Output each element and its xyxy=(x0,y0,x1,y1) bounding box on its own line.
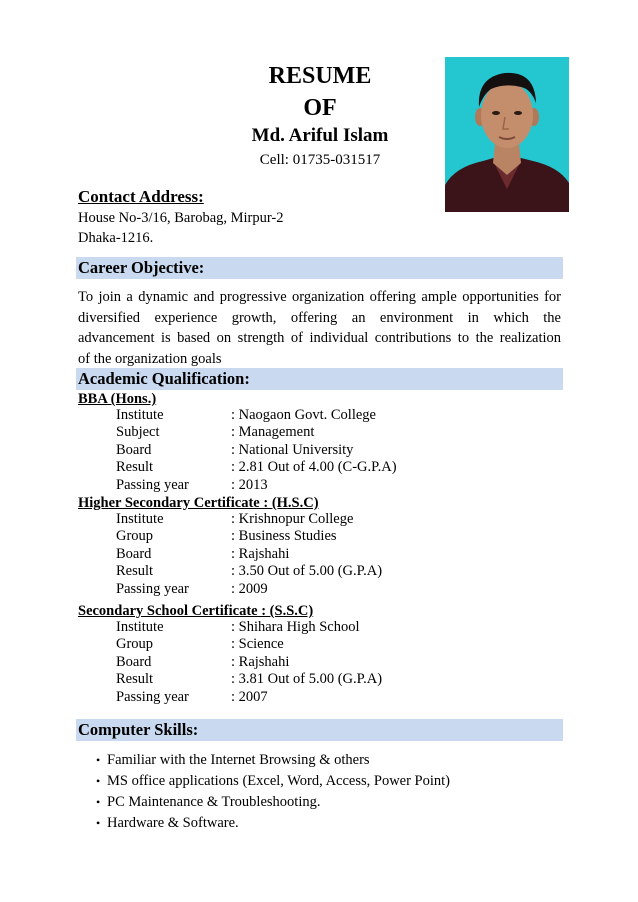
objective-line: diversified experience growth, offering an environment in which the xyxy=(78,309,561,326)
cell-number: Cell: 01735-031517 xyxy=(259,152,381,168)
degree-row xyxy=(116,689,516,706)
list-item xyxy=(96,813,566,834)
row-label: Result xyxy=(116,671,154,688)
row-label: Subject xyxy=(116,424,160,441)
degree-row xyxy=(116,581,516,598)
bullet-icon: • xyxy=(96,795,101,809)
skill-text: Hardware & Software. xyxy=(107,815,239,831)
row-value: : 3.81 Out of 5.00 (G.P.A) xyxy=(231,671,383,688)
objective-line: of the organization goals xyxy=(78,350,222,367)
row-value: : Shihara High School xyxy=(231,619,360,635)
computer-skills-heading: Computer Skills: xyxy=(76,719,563,741)
skill-text: PC Maintenance & Troubleshooting. xyxy=(107,794,321,810)
contact-address-heading: Contact Address: xyxy=(78,187,204,206)
degree-row xyxy=(116,671,516,688)
degree-row xyxy=(116,511,516,528)
bullet-icon: • xyxy=(96,816,101,830)
row-value: : 2007 xyxy=(231,688,268,705)
skill-text: MS office applications (Excel, Word, Access, Power Point) xyxy=(107,773,451,789)
row-value: : 2013 xyxy=(231,476,268,493)
row-label: Passing year xyxy=(116,580,189,597)
career-objective-text xyxy=(78,287,561,369)
degree-row xyxy=(116,528,516,545)
academic-qualification-heading: Academic Qualification: xyxy=(76,368,563,390)
degree-row xyxy=(116,459,516,476)
degree-row xyxy=(116,636,516,653)
row-label: Board xyxy=(116,653,152,670)
resume-title-of: OF xyxy=(303,95,337,121)
degree-details xyxy=(116,511,516,598)
list-item xyxy=(96,792,566,813)
degree-row xyxy=(116,654,516,671)
objective-line: To join a dynamic and progressive organization offering ample opportunities for xyxy=(78,289,561,305)
contact-address-line: Dhaka-1216. xyxy=(78,230,154,246)
degree-details xyxy=(116,407,516,494)
degree-row xyxy=(116,442,516,459)
row-label: Result xyxy=(116,459,154,476)
row-value: : 3.50 Out of 5.00 (G.P.A) xyxy=(231,563,383,580)
degree-title: Higher Secondary Certificate : (H.S.C) xyxy=(78,495,319,511)
skill-text: Familiar with the Internet Browsing & others xyxy=(107,752,370,768)
row-value: : Rajshahi xyxy=(231,653,290,670)
degree-details xyxy=(116,619,516,706)
degree-row xyxy=(116,619,516,636)
degree-row xyxy=(116,546,516,563)
row-value: : Naogaon Govt. College xyxy=(231,407,376,423)
degree-row xyxy=(116,424,516,441)
row-label: Institute xyxy=(116,407,164,423)
list-item xyxy=(96,771,566,792)
profile-photo xyxy=(445,57,569,212)
list-item xyxy=(96,750,566,771)
row-value: : National University xyxy=(231,441,354,458)
row-value: : 2009 xyxy=(231,580,268,597)
degree-title: BBA (Hons.) xyxy=(78,391,157,407)
row-value: : Business Studies xyxy=(231,528,337,545)
degree-row xyxy=(116,563,516,580)
bullet-icon: • xyxy=(96,753,101,767)
row-value: : Krishnopur College xyxy=(231,511,354,527)
row-label: Passing year xyxy=(116,688,189,705)
row-label: Board xyxy=(116,441,152,458)
bullet-icon: • xyxy=(96,774,101,788)
row-value: : 2.81 Out of 4.00 (C-G.P.A) xyxy=(231,459,397,476)
row-value: : Science xyxy=(231,636,284,653)
row-label: Group xyxy=(116,528,154,545)
row-label: Group xyxy=(116,636,154,653)
candidate-name: Md. Ariful Islam xyxy=(251,125,389,146)
degree-row xyxy=(116,407,516,424)
objective-line: advancement is based on strength of individual contributions to the realization xyxy=(78,330,561,346)
resume-title: RESUME xyxy=(268,63,372,89)
degree-row xyxy=(116,477,516,494)
row-value: : Rajshahi xyxy=(231,545,290,562)
skills-list xyxy=(96,750,566,834)
degree-title: Secondary School Certificate : (S.S.C) xyxy=(78,603,314,619)
career-objective-heading: Career Objective: xyxy=(76,257,563,279)
row-label: Institute xyxy=(116,619,164,635)
row-label: Passing year xyxy=(116,476,189,493)
contact-address-line: House No-3/16, Barobag, Mirpur-2 xyxy=(78,210,284,226)
row-value: : Management xyxy=(231,424,315,441)
row-label: Board xyxy=(116,545,152,562)
row-label: Institute xyxy=(116,511,164,527)
row-label: Result xyxy=(116,563,154,580)
